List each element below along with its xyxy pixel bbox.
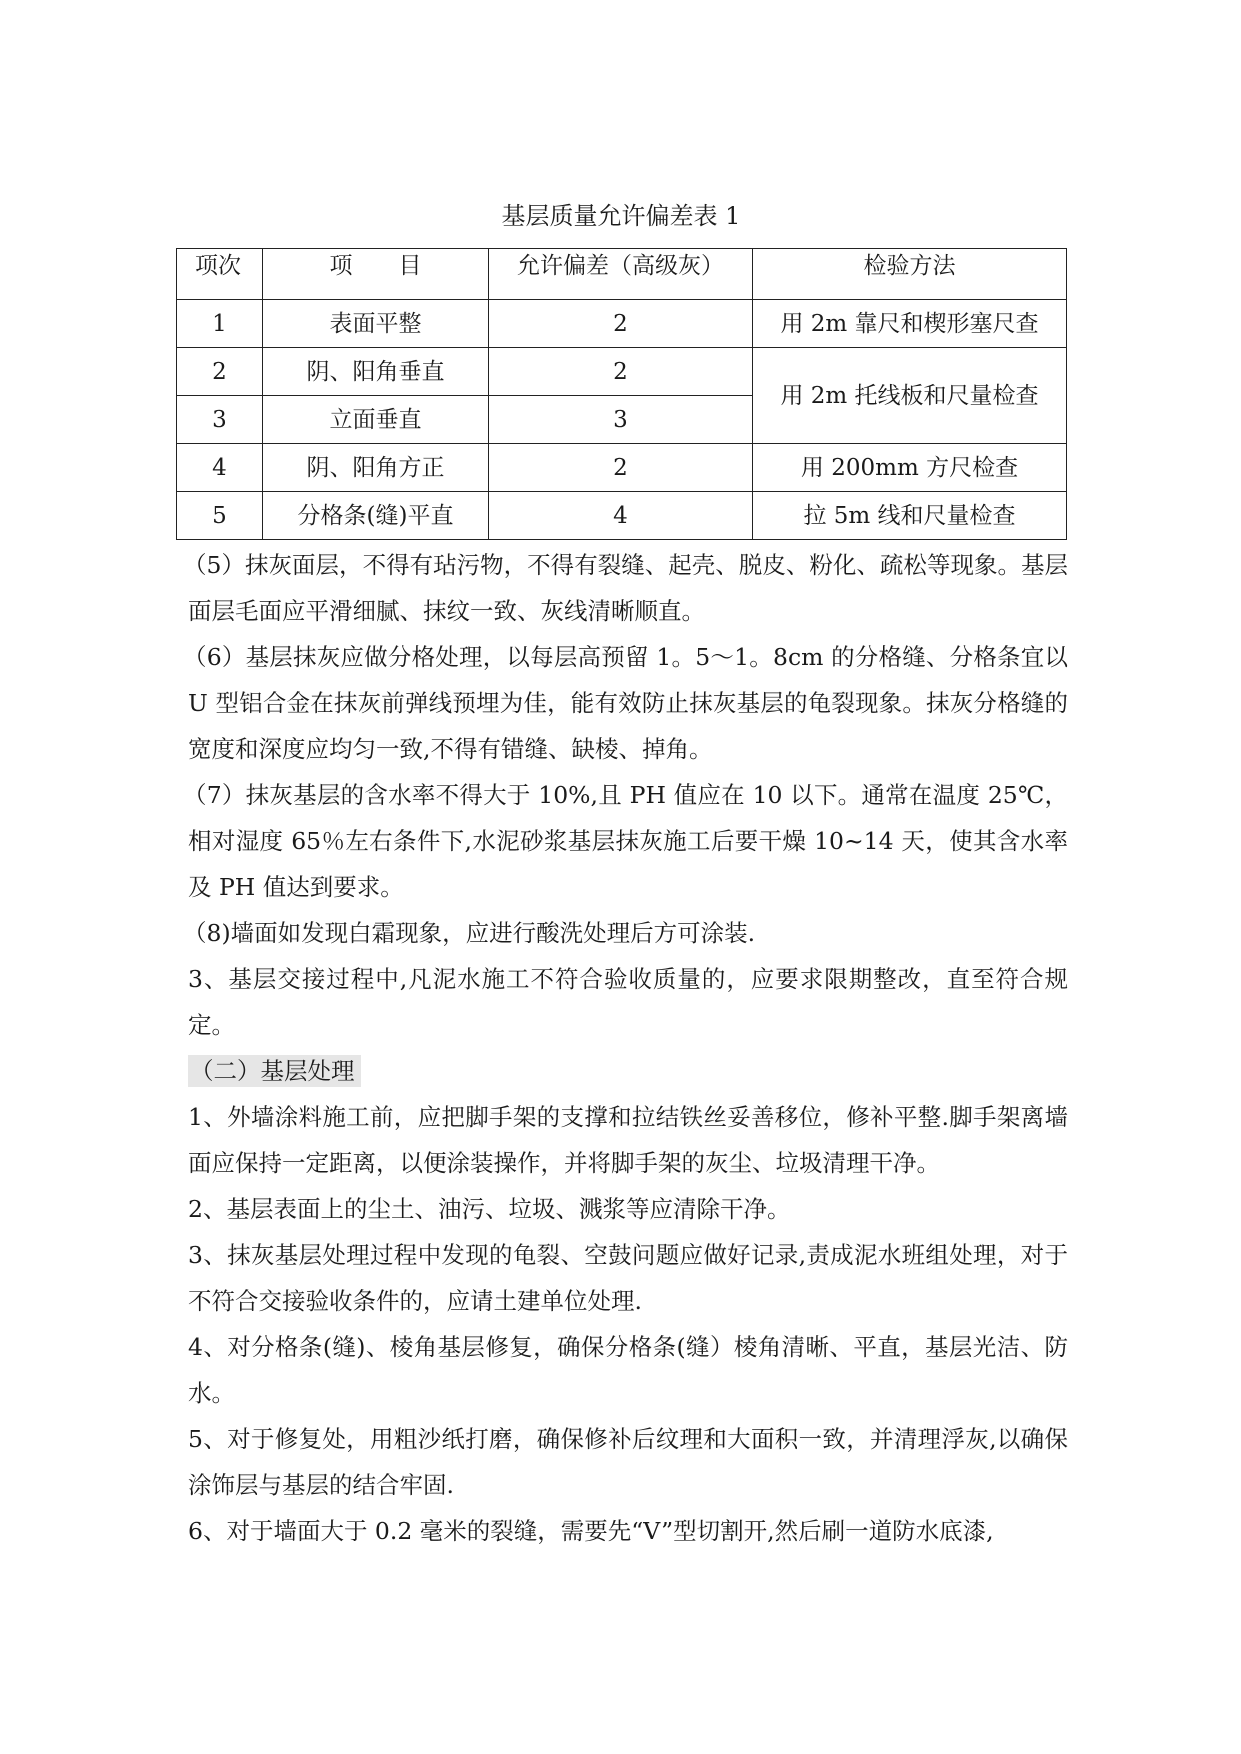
row-item: 阴、阳角方正 bbox=[263, 444, 489, 492]
tolerance-table bbox=[176, 248, 1067, 540]
step-6: 6、对于墙面大于 0.2 毫米的裂缝，需要先“V”型切割开,然后刷一道防水底漆, bbox=[188, 1517, 994, 1545]
row-tolerance: 2 bbox=[489, 348, 753, 396]
row-method: 拉 5m 线和尺量检查 bbox=[753, 492, 1067, 540]
row-no: 5 bbox=[177, 492, 263, 540]
table-row bbox=[177, 444, 1067, 492]
row-method-merged: 用 2m 托线板和尺量检查 bbox=[753, 348, 1067, 444]
table-row bbox=[177, 492, 1067, 540]
paragraph-6: （6）基层抹灰应做分格处理，以每层高预留 1。5～1。8cm 的分格缝、分格条宜以 U 型铝合金在抹灰前弹线预埋为佳，能有效防止抹灰基层的龟裂现象。抹灰分格缝的宽度和深度应均匀一致,不得有错缝、缺棱、掉角。 bbox=[183, 643, 1068, 763]
section-heading-wrap bbox=[188, 1048, 1068, 1094]
table-row bbox=[177, 300, 1067, 348]
row-item: 阴、阳角垂直 bbox=[263, 348, 489, 396]
row-method: 用 200mm 方尺检查 bbox=[753, 444, 1067, 492]
row-item: 立面垂直 bbox=[263, 396, 489, 444]
row-no: 3 bbox=[177, 396, 263, 444]
paragraph-3: 3、基层交接过程中,凡泥水施工不符合验收质量的，应要求限期整改，直至符合规定。 bbox=[188, 965, 1068, 1039]
header-no: 项次 bbox=[177, 249, 263, 300]
step-5: 5、对于修复处，用粗沙纸打磨，确保修补后纹理和大面积一致，并清理浮灰,以确保涂饰层与基层的结合牢固. bbox=[188, 1425, 1068, 1499]
paragraph-8: （8)墙面如发现白霜现象，应进行酸洗处理后方可涂装. bbox=[183, 919, 756, 947]
row-item: 分格条(缝)平直 bbox=[263, 492, 489, 540]
row-tolerance: 4 bbox=[489, 492, 753, 540]
row-method: 用 2m 靠尺和楔形塞尺查 bbox=[753, 300, 1067, 348]
header-tolerance: 允许偏差（高级灰） bbox=[489, 249, 753, 300]
paragraph-7: （7）抹灰基层的含水率不得大于 10%,且 PH 值应在 10 以下。通常在温度 25℃，相对湿度 65％左右条件下,水泥砂浆基层抹灰施工后要干燥 10~14 天，使其含水率及 PH 值达到要求。 bbox=[183, 781, 1068, 901]
step-1: 1、外墙涂料施工前，应把脚手架的支撑和拉结铁丝妥善移位，修补平整.脚手架离墙面应保持一定距离，以便涂装操作，并将脚手架的灰尘、垃圾清理干净。 bbox=[188, 1103, 1068, 1177]
paragraph-5: （5）抹灰面层，不得有玷污物，不得有裂缝、起壳、脱皮、粉化、疏松等现象。基层面层毛面应平滑细腻、抹纹一致、灰线清晰顺直。 bbox=[183, 551, 1068, 625]
row-tolerance: 2 bbox=[489, 444, 753, 492]
body-text bbox=[183, 542, 1068, 1554]
step-3: 3、抹灰基层处理过程中发现的龟裂、空鼓问题应做好记录,责成泥水班组处理，对于不符合交接验收条件的，应请土建单位处理. bbox=[188, 1241, 1068, 1315]
table-title: 基层质量允许偏差表 1 bbox=[501, 202, 741, 230]
section-heading: （二）基层处理 bbox=[188, 1055, 361, 1087]
row-tolerance: 2 bbox=[489, 300, 753, 348]
header-method: 检验方法 bbox=[753, 249, 1067, 300]
step-2: 2、基层表面上的尘土、油污、垃圾、溅浆等应清除干净。 bbox=[188, 1195, 791, 1223]
row-tolerance: 3 bbox=[489, 396, 753, 444]
header-item: 项 目 bbox=[263, 249, 489, 300]
row-no: 1 bbox=[177, 300, 263, 348]
row-item: 表面平整 bbox=[263, 300, 489, 348]
table-row bbox=[177, 348, 1067, 396]
row-no: 4 bbox=[177, 444, 263, 492]
step-4: 4、对分格条(缝)、棱角基层修复，确保分格条(缝）棱角清晰、平直，基层光洁、防水。 bbox=[188, 1333, 1068, 1407]
row-no: 2 bbox=[177, 348, 263, 396]
table-header-row bbox=[177, 249, 1067, 300]
